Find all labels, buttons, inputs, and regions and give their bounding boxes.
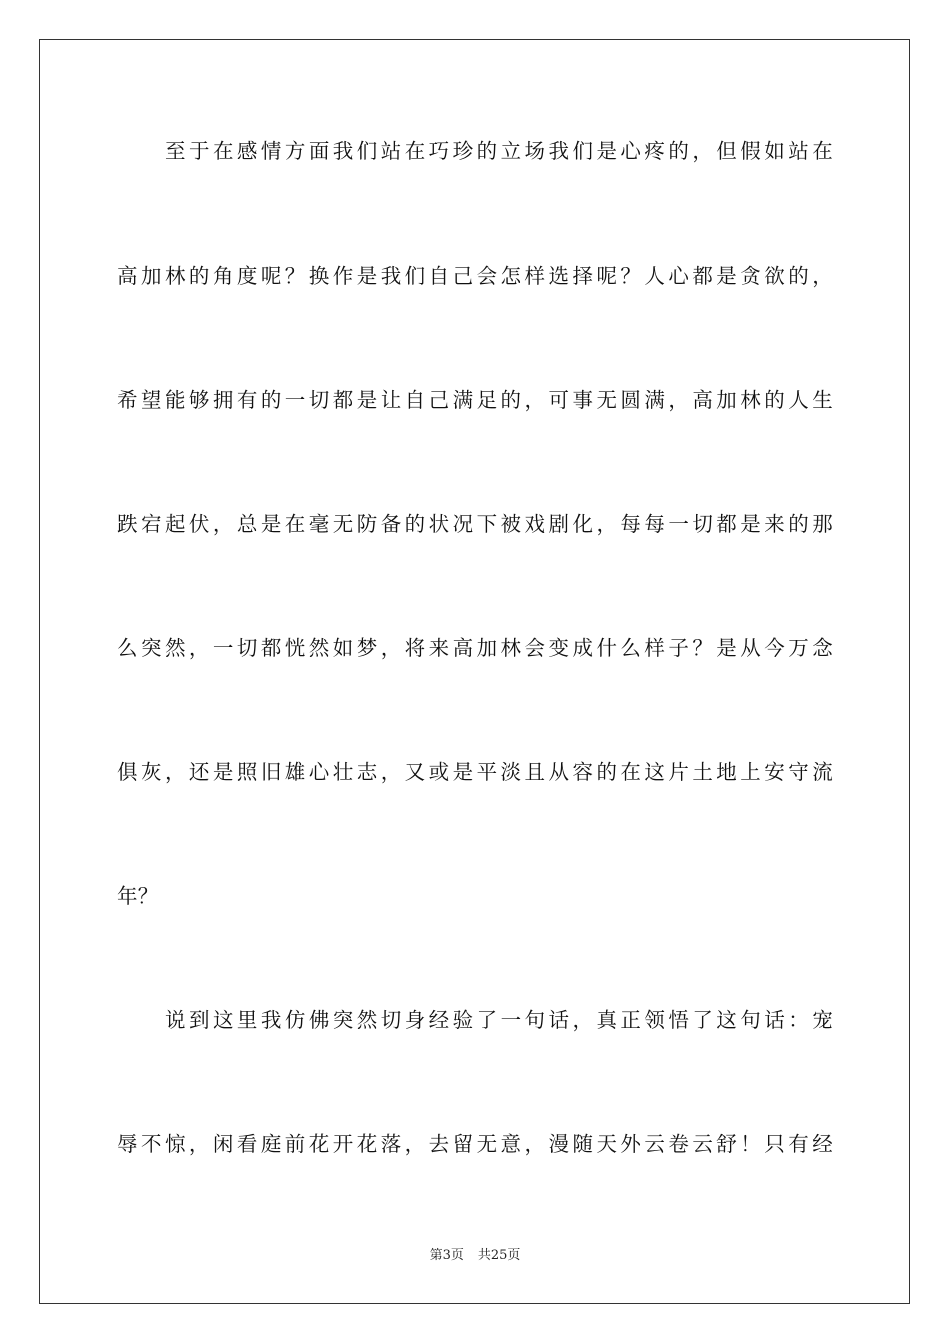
paragraph-line: 年？ bbox=[117, 884, 159, 908]
paragraph-line: 跌宕起伏，总是在毫无防备的状况下被戏剧化，每每一切都是来的那 bbox=[117, 512, 833, 536]
paragraph-line: 辱不惊，闲看庭前花开花落，去留无意，漫随天外云卷云舒！只有经 bbox=[117, 1132, 833, 1156]
page-total: 共25页 bbox=[477, 1248, 521, 1263]
paragraph-line: 高加林的角度呢？换作是我们自己会怎样选择呢？人心都是贪欲的， bbox=[117, 264, 833, 288]
page-border bbox=[39, 39, 910, 1304]
paragraph-line: 至于在感情方面我们站在巧珍的立场我们是心疼的，但假如站在 bbox=[165, 139, 833, 163]
paragraph-line: 俱灰，还是照旧雄心壮志，又或是平淡且从容的在这片土地上安守流 bbox=[117, 760, 833, 784]
page-footer bbox=[0, 1247, 950, 1265]
paragraph-line: 希望能够拥有的一切都是让自己满足的，可事无圆满，高加林的人生 bbox=[117, 388, 833, 412]
paragraph-line: 说到这里我仿佛突然切身经验了一句话，真正领悟了这句话：宠 bbox=[165, 1008, 833, 1032]
paragraph-line: 么突然，一切都恍然如梦，将来高加林会变成什么样子？是从今万念 bbox=[117, 636, 833, 660]
page-number: 第3页 bbox=[429, 1248, 464, 1263]
